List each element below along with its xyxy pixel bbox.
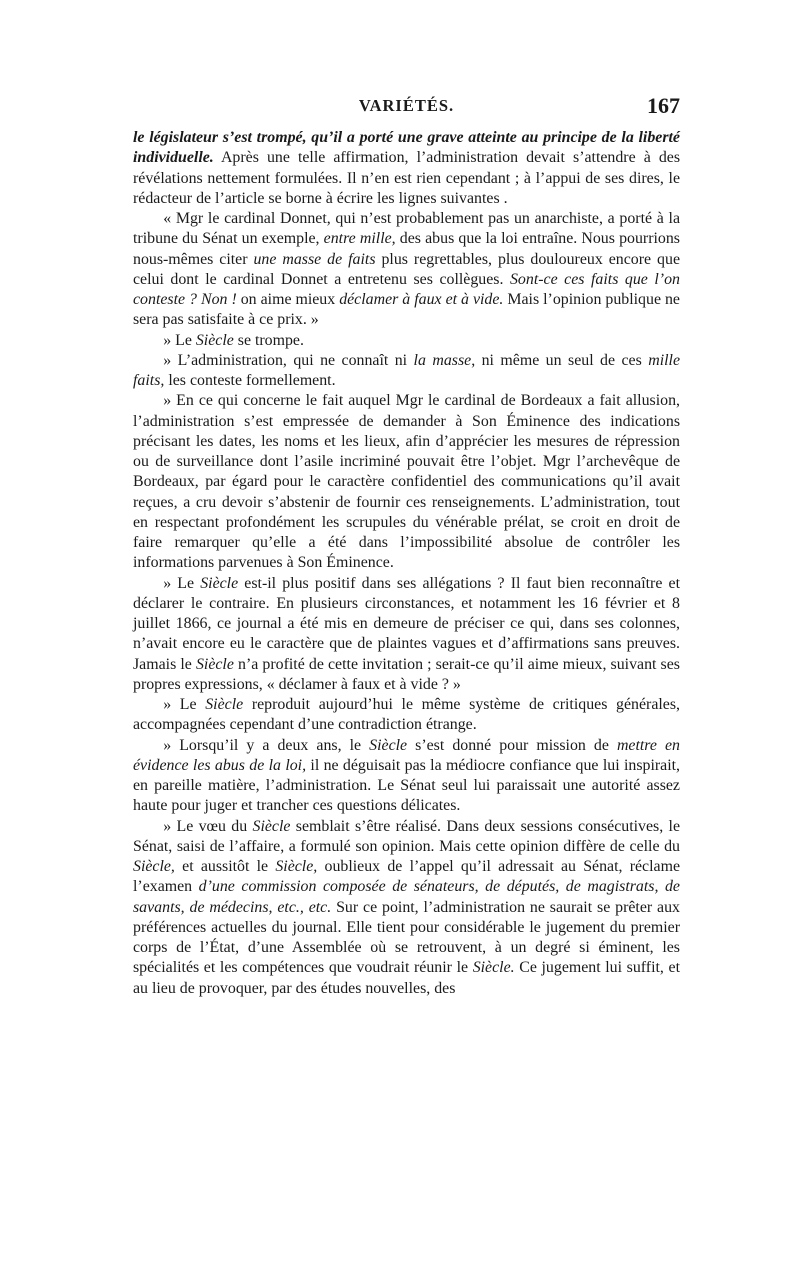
paragraph bbox=[133, 736, 680, 817]
text-run: Ce jugement lui suffit, et au lieu de provoquer, par des études nouvelles, des bbox=[133, 959, 680, 997]
emphasized-text: Siècle bbox=[200, 574, 239, 592]
text-run: » Le bbox=[163, 331, 196, 349]
page-header bbox=[133, 93, 680, 124]
page-number: 167 bbox=[647, 93, 680, 118]
text-run: les conteste formellement. bbox=[164, 372, 336, 389]
body-text bbox=[133, 128, 680, 999]
text-run: s’est donné pour mission de bbox=[407, 736, 617, 754]
paragraph bbox=[133, 331, 680, 351]
emphasized-text: Siècle bbox=[369, 736, 408, 754]
emphasized-text: entre mille, bbox=[323, 230, 396, 248]
text-run: il ne déguisait pas la médiocre confiance que lui inspirait, en pareille matière, l’administration. Le Sénat seul lui paraissait une autorité assez haute pour juger et trancher ces questions délicates. bbox=[133, 756, 681, 815]
text-run: Mais l’opinion publique ne sera pas satisfaite à ce prix. » bbox=[133, 291, 680, 329]
paragraph bbox=[133, 817, 680, 999]
emphasized-text: déclamer à faux et à vide. bbox=[339, 291, 504, 308]
emphasized-text: Siècle bbox=[205, 696, 244, 713]
text-run: » Lorsqu’il y a deux ans, le bbox=[163, 736, 370, 754]
text-run: semblait s’être réalisé. Dans deux sessions consécutives, le Sénat, saisi de l’affaire, a formulé son opinion. Mais cette opinion diffère de celle du bbox=[133, 817, 680, 855]
emphasized-text: Siècle. bbox=[472, 959, 515, 977]
text-run: et aussitôt le bbox=[174, 858, 276, 875]
text-run: on aime mieux bbox=[236, 291, 340, 308]
text-run: oublieux de l’appel qu’il adressait au Sénat, réclame l’examen bbox=[133, 858, 680, 896]
paragraph bbox=[133, 695, 680, 736]
text-run: plus regrettables, plus douloureux encore que celui dont le cardinal Donnet a entretenu ses collègues. bbox=[133, 250, 680, 288]
emphasized-text: la masse bbox=[413, 351, 472, 369]
paragraph bbox=[133, 128, 680, 209]
text-run: des abus que la loi entraîne. Nous pourrions nous-mêmes citer bbox=[133, 230, 680, 268]
paragraph bbox=[133, 351, 680, 392]
text-run: » Le bbox=[163, 696, 206, 713]
emphasized-text: une masse de faits bbox=[253, 250, 376, 268]
text-run: n’a profité de cette invitation ; serait-ce qu’il aime mieux, suivant ses propres expressions, « déclamer à faux et à vide ? » bbox=[133, 655, 680, 693]
emphasized-text: d’une commission composée de sénateurs, de députés, de magistrats, de savants, de médecins, etc., etc. bbox=[133, 878, 680, 916]
paragraph bbox=[133, 209, 680, 331]
emphasized-text: le législateur s’est trompé, qu’il a porté une grave atteinte au principe de la liberté individuelle. bbox=[133, 129, 680, 167]
text-run: » En ce qui concerne le fait auquel Mgr le cardinal de Bordeaux a fait allusion, l’administration s’est empressée de demander à Son Éminence des indications précisant les dates, les noms et les lieux, afin d’apprécier les mesures de répression ou de surveillance dont l’asile incriminé pouvait être l’objet. Mgr l’archevêque de Bordeaux, par égard pour le caractère confidentiel des communications qu’il avait reçues, a cru devoir s’abstenir de fournir ces renseignements. L’administration, tout en respectant profondément les scrupules du vénérable prélat, se croit en droit de faire remarquer qu’elle a été dans l’impossibilité absolue de contrôler les informations parvenues à Son Éminence. bbox=[133, 392, 680, 572]
text-run: se trompe. bbox=[233, 331, 304, 349]
text-run: » L’administration, qui ne connaît ni bbox=[163, 351, 414, 369]
text-run: » Le vœu du bbox=[163, 817, 253, 835]
paragraph bbox=[133, 391, 680, 573]
text-run: Après une telle affirmation, l’administration devait s’attendre à des révélations nettement formulées. Il n’en est rien cependant ; à l’appui de ses dires, le rédacteur de l’article se borne à écrire les lignes suivantes . bbox=[133, 149, 680, 207]
text-run: « Mgr le cardinal Donnet, qui n’est probablement pas un anarchiste, a porté à la tribune du Sénat un exemple, bbox=[133, 210, 680, 248]
emphasized-text: Siècle bbox=[195, 331, 234, 349]
running-title: VARIÉTÉS. bbox=[358, 96, 455, 115]
text-run: , ni même un seul de ces bbox=[471, 351, 649, 369]
emphasized-text: Siècle bbox=[252, 817, 291, 835]
text-run: Sur ce point, l’administration ne saurait se prêter aux préférences actuelles du journal. Elle tient pour considérable le jugement du premier corps de l’État, d’une Assemblée où se retrouvent, à un degré si éminent, les spécialités et les compétences que voudrait réunir le bbox=[133, 898, 680, 977]
emphasized-text: mettre en évidence les abus de la loi, bbox=[133, 736, 680, 774]
emphasized-text: mille faits, bbox=[133, 351, 681, 389]
paragraph bbox=[133, 574, 680, 696]
emphasized-text: Siècle, bbox=[133, 858, 175, 875]
text-run: est-il plus positif dans ses allégations ? Il faut bien reconnaître et déclarer le contraire. En plusieurs circonstances, et notamment les 16 février et 8 juillet 1866, ce journal a été mis en demeure de préciser ce qui, dans ses colonnes, n’avait encore eu le caractère que de plaintes vagues et d’affirmations sans preuves. Jamais le bbox=[133, 574, 680, 673]
emphasized-text: Sont-ce ces faits que l’on conteste ? Non ! bbox=[133, 270, 680, 308]
text-run: reproduit aujourd’hui le même système de critiques générales, accompagnées cependant d’une contradiction étrange. bbox=[133, 696, 680, 734]
emphasized-text: Siècle bbox=[195, 655, 234, 673]
text-run: » Le bbox=[163, 574, 201, 592]
emphasized-text: Siècle, bbox=[275, 858, 318, 875]
